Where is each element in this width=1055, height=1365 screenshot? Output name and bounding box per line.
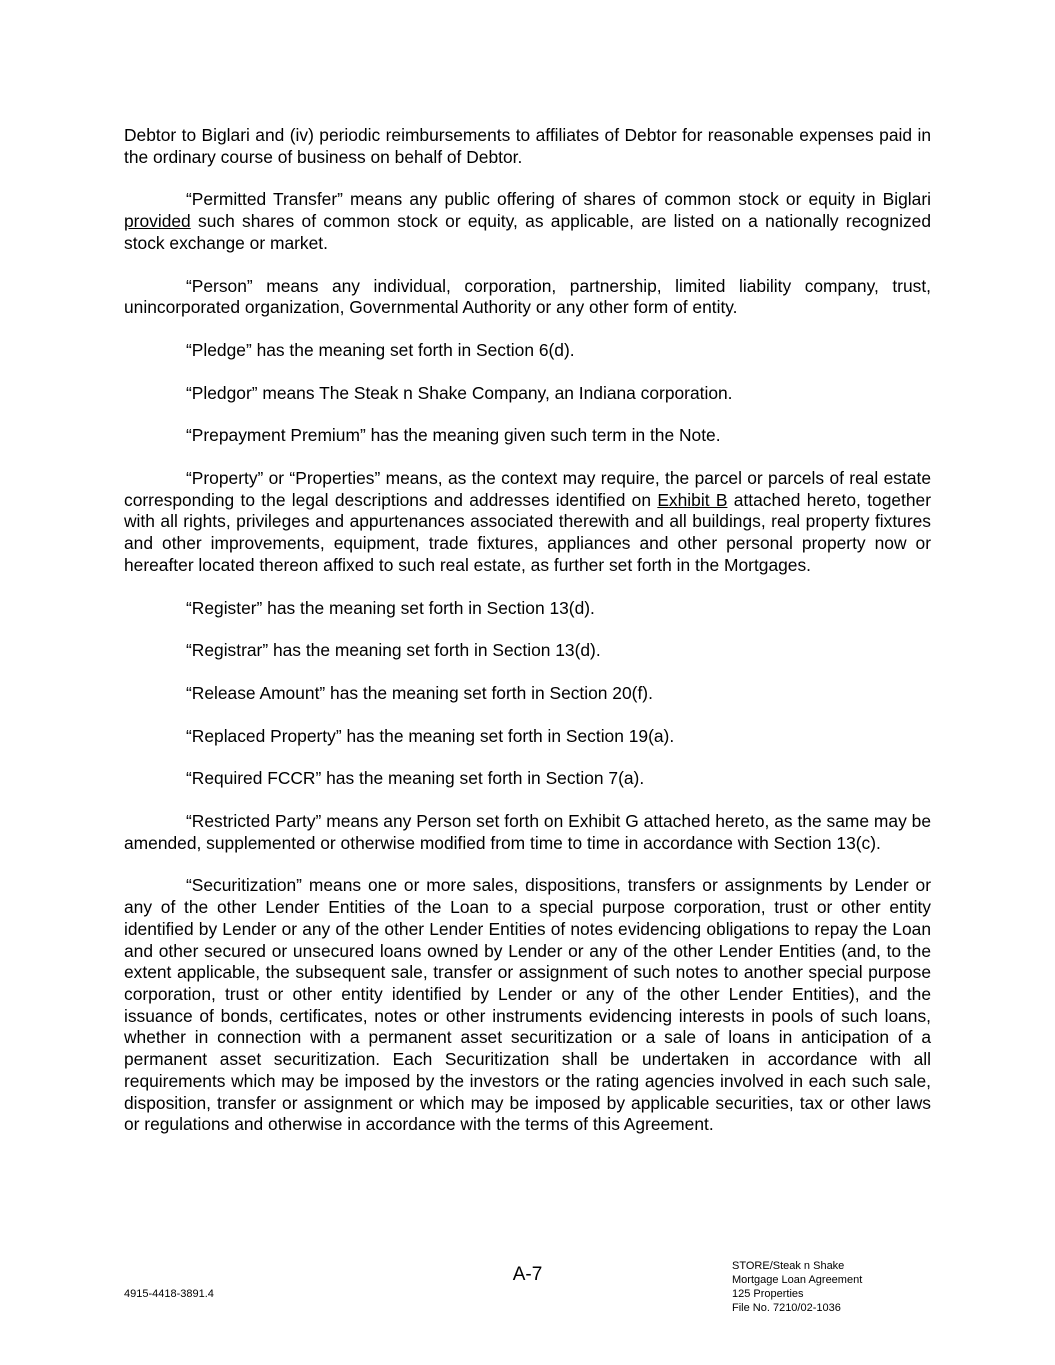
document-id: 4915-4418-3891.4 [124, 1288, 214, 1300]
definition-text: “Property” or “Properties” means, as the context may require, the parcel or parcels of real estate corresponding to the legal descriptions and addresses identified on [124, 468, 931, 510]
definition-pledge: “Pledge” has the meaning set forth in Section 6(d). [186, 339, 575, 360]
definition-register: “Register” has the meaning set forth in Section 13(d). [186, 597, 595, 618]
definition-securitization: “Securitization” means one or more sales, dispositions, transfers or assignments by Lender or any of the other Lender Entities of the Loan to a special purpose corporation, trust or other entity identified by Lender or any of the other Lender Entities of notes evidencing obligations to repay the Loan and other secured or unsecured loans owned by Lender or any of the other Lender Entities (and, to the extent applicable, the subsequent sale, transfer or assignment of such notes to another special purpose corporation, trust or other entity identified by Lender or any of the other Lender Entities), and the issuance of bonds, certificates, notes or other instruments evidencing interests in pools of such loans, whether in connection with a permanent asset securitization or a sale of loans in anticipation of a permanent asset securitization. Each Securitization shall be undertaken in accordance with all requirements which may be imposed by the investors or the rating agencies involved in each such sale, disposition, transfer or assignment or which may be imposed by applicable securities, tax or other laws or regulations and otherwise in accordance with the terms of this Agreement. [124, 875, 931, 1135]
definition-registrar: “Registrar” has the meaning set forth in Section 13(d). [186, 640, 601, 661]
footer-line: File No. 7210/02-1036 [732, 1302, 841, 1314]
definition-text: such shares of common stock or equity, as applicable, are listed on a nationally recognized stock exchange or market. [124, 211, 931, 253]
footer-line: Mortgage Loan Agreement [732, 1274, 863, 1286]
definition-prepayment-premium: “Prepayment Premium” has the meaning given such term in the Note. [186, 425, 721, 446]
definition-replaced-property: “Replaced Property” has the meaning set forth in Section 19(a). [186, 725, 675, 746]
definition-property [124, 468, 931, 577]
definition-pledgor: “Pledgor” means The Steak n Shake Company, an Indiana corporation. [186, 382, 733, 403]
definition-release-amount: “Release Amount” has the meaning set forth in Section 20(f). [186, 682, 653, 703]
definition-restricted-party: “Restricted Party” means any Person set forth on Exhibit G attached hereto, as the same may be amended, supplemented or otherwise modified from time to time in accordance with Section 13(c). [124, 811, 931, 853]
definition-text: attached hereto, together with all rights, privileges and appurtenances associated therewith and all buildings, real property fixtures and other improvements, equipment, trade fixtures, appliances and other personal property now or hereafter located thereon affixed to such real estate, as further set forth in the Mortgages. [124, 489, 932, 575]
exhibit-reference: Exhibit B [657, 489, 728, 510]
underlined-term: provided [124, 211, 191, 232]
footer-document-info [732, 1259, 862, 1315]
page-number: A-7 [512, 1264, 543, 1285]
definition-permitted-transfer [124, 189, 931, 254]
footer-line: STORE/Steak n Shake [732, 1260, 845, 1272]
definition-text: “Permitted Transfer” means any public offering of shares of common stock or equity in Biglari [186, 189, 931, 210]
definition-required-fccr: “Required FCCR” has the meaning set forth in Section 7(a). [186, 768, 645, 789]
paragraph-continuation: Debtor to Biglari and (iv) periodic reimbursements to affiliates of Debtor for reasonable expenses paid in the ordinary course of business on behalf of Debtor. [124, 125, 931, 167]
document-body [124, 125, 931, 1157]
footer-line: 125 Properties [732, 1288, 804, 1300]
definition-person: “Person” means any individual, corporation, partnership, limited liability company, trust, unincorporated organization, Governmental Authority or any other form of entity. [124, 275, 931, 318]
